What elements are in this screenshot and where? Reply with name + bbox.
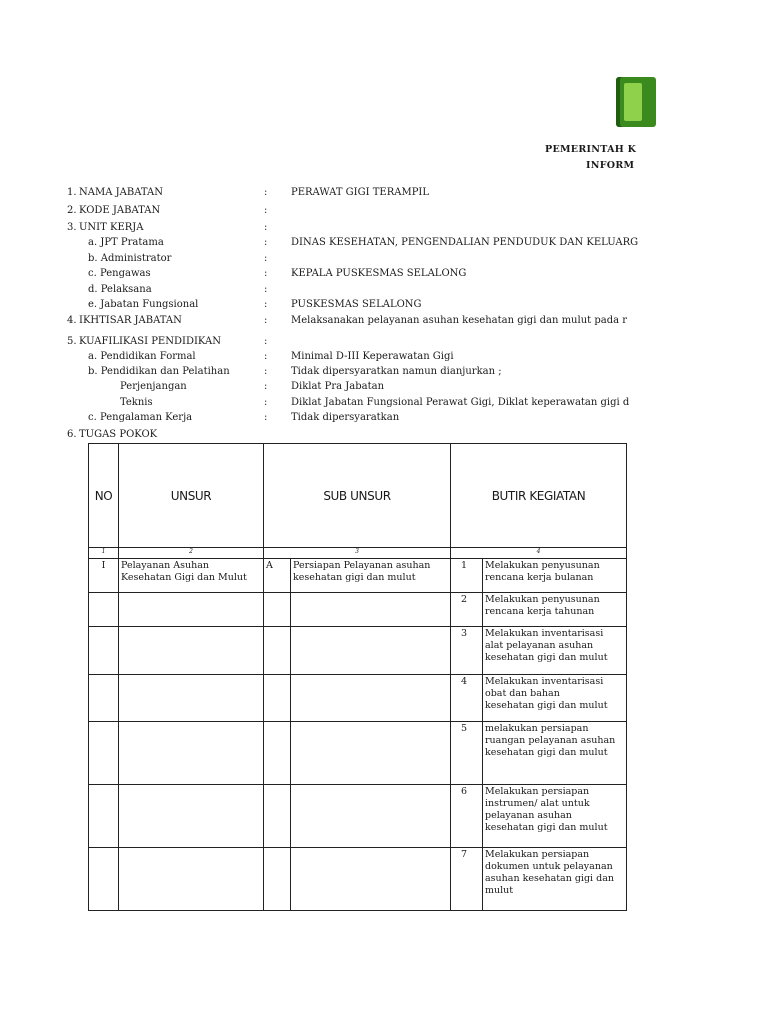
- info-value: Tidak dipersyaratkan namun dianjurkan ;: [291, 366, 502, 377]
- info-label: e. Jabatan Fungsional: [88, 299, 199, 310]
- info-label: Perjenjangan: [120, 381, 187, 392]
- cell-unsur: [119, 722, 264, 785]
- info-row: [0, 205, 768, 219]
- cell-no: [89, 722, 119, 785]
- info-colon: :: [264, 187, 268, 198]
- cell-no: [89, 593, 119, 627]
- cell-sub-unsur: [291, 722, 451, 785]
- info-colon: :: [264, 336, 268, 347]
- info-value: Melaksanakan pelayanan asuhan kesehatan gigi dan mulut pada r: [291, 315, 628, 326]
- info-value: Diklat Jabatan Fungsional Perawat Gigi, Diklat keperawatan gigi d: [291, 397, 630, 408]
- cell-sub-unsur: Persiapan Pelayanan asuhan kesehatan gigi dan mulut: [291, 559, 451, 593]
- header-no: NO: [89, 444, 119, 548]
- cell-no: [89, 675, 119, 722]
- tugas-pokok-table: [88, 443, 627, 911]
- cell-no: [89, 627, 119, 675]
- cell-butir: melakukan persiapan ruangan pelayanan asuhan kesehatan gigi dan mulut: [483, 722, 627, 785]
- cell-butir-no: 5: [451, 722, 483, 785]
- cell-unsur: [119, 627, 264, 675]
- cell-unsur: Pelayanan Asuhan Kesehatan Gigi dan Mulut: [119, 559, 264, 593]
- info-row: [0, 397, 768, 411]
- cell-unsur: [119, 593, 264, 627]
- info-label: b. Administrator: [88, 253, 172, 264]
- cell-sub-unsur: [291, 627, 451, 675]
- cell-no: I: [89, 559, 119, 593]
- table-row: [89, 675, 627, 722]
- info-num: 6.: [67, 429, 77, 440]
- cell-butir-no: 6: [451, 785, 483, 848]
- info-colon: :: [264, 253, 268, 264]
- cell-sub-code: [264, 675, 291, 722]
- info-label: c. Pengalaman Kerja: [88, 412, 193, 423]
- info-num: 5.: [67, 336, 77, 347]
- info-label: KODE JABATAN: [79, 205, 161, 216]
- cell-butir-no: 4: [451, 675, 483, 722]
- info-colon: :: [264, 412, 268, 423]
- info-colon: :: [264, 284, 268, 295]
- info-label: b. Pendidikan dan Pelatihan: [88, 366, 230, 377]
- table-header-row: [89, 444, 627, 548]
- cell-unsur: [119, 675, 264, 722]
- info-row: [0, 351, 768, 365]
- info-colon: :: [264, 381, 268, 392]
- info-label: Teknis: [120, 397, 153, 408]
- header-line-2: INFORM: [586, 160, 635, 171]
- info-row: [0, 237, 768, 251]
- info-label: KUAFILIKASI PENDIDIKAN: [79, 336, 221, 347]
- info-value: KEPALA PUSKESMAS SELALONG: [291, 268, 467, 279]
- info-row: [0, 315, 768, 329]
- header-butir-kegiatan: BUTIR KEGIATAN: [451, 444, 627, 548]
- cell-unsur: [119, 848, 264, 911]
- info-colon: :: [264, 222, 268, 233]
- info-label: NAMA JABATAN: [79, 187, 163, 198]
- col-index: 2: [119, 548, 264, 559]
- cell-sub-code: [264, 785, 291, 848]
- info-row: [0, 253, 768, 267]
- info-value: Diklat Pra Jabatan: [291, 381, 385, 392]
- header-unsur: UNSUR: [119, 444, 264, 548]
- table-row: [89, 627, 627, 675]
- cell-sub-code: [264, 593, 291, 627]
- info-label: a. Pendidikan Formal: [88, 351, 196, 362]
- info-num: 3.: [67, 222, 77, 233]
- cell-unsur: [119, 785, 264, 848]
- info-label: a. JPT Pratama: [88, 237, 164, 248]
- header-line-1: PEMERINTAH K: [545, 144, 637, 155]
- info-row: [0, 366, 768, 380]
- info-row: [0, 284, 768, 298]
- cell-sub-unsur: [291, 785, 451, 848]
- cell-butir: Melakukan inventarisasi obat dan bahan kesehatan gigi dan mulut: [483, 675, 627, 722]
- info-colon: :: [264, 299, 268, 310]
- info-label: c. Pengawas: [88, 268, 151, 279]
- info-row: [0, 268, 768, 282]
- info-colon: :: [264, 366, 268, 377]
- info-row: [0, 187, 768, 201]
- cell-no: [89, 785, 119, 848]
- table-row: [89, 848, 627, 911]
- cell-butir: Melakukan penyusunan rencana kerja tahunan: [483, 593, 627, 627]
- cell-butir-no: 3: [451, 627, 483, 675]
- info-value: PUSKESMAS SELALONG: [291, 299, 422, 310]
- info-colon: :: [264, 315, 268, 326]
- cell-butir: Melakukan inventarisasi alat pelayanan asuhan kesehatan gigi dan mulut: [483, 627, 627, 675]
- cell-sub-code: A: [264, 559, 291, 593]
- cell-sub-unsur: [291, 593, 451, 627]
- cell-butir: Melakukan penyusunan rencana kerja bulanan: [483, 559, 627, 593]
- info-colon: :: [264, 351, 268, 362]
- cell-butir-no: 7: [451, 848, 483, 911]
- info-label: TUGAS POKOK: [79, 429, 158, 440]
- cell-sub-unsur: [291, 675, 451, 722]
- info-row: [0, 336, 768, 350]
- table-row: [89, 722, 627, 785]
- col-index: 4: [451, 548, 627, 559]
- cell-butir-no: 2: [451, 593, 483, 627]
- info-num: 2.: [67, 205, 77, 216]
- info-num: 1.: [67, 187, 77, 198]
- table-row: [89, 785, 627, 848]
- col-index: 1: [89, 548, 119, 559]
- info-value: Tidak dipersyaratkan: [291, 412, 400, 423]
- info-row: [0, 381, 768, 395]
- table-row: [89, 593, 627, 627]
- table-index-row: [89, 548, 627, 559]
- info-value: DINAS KESEHATAN, PENGENDALIAN PENDUDUK DAN KELUARG: [291, 237, 639, 248]
- info-colon: :: [264, 397, 268, 408]
- cell-sub-code: [264, 627, 291, 675]
- col-index: 3: [264, 548, 451, 559]
- info-label: IKHTISAR JABATAN: [79, 315, 182, 326]
- info-value: PERAWAT GIGI TERAMPIL: [291, 187, 430, 198]
- info-label: UNIT KERJA: [79, 222, 144, 233]
- info-colon: :: [264, 205, 268, 216]
- cell-sub-unsur: [291, 848, 451, 911]
- info-colon: :: [264, 268, 268, 279]
- green-logo-icon: [616, 77, 656, 127]
- cell-no: [89, 848, 119, 911]
- info-value: Minimal D-III Keperawatan Gigi: [291, 351, 454, 362]
- info-row: [0, 222, 768, 236]
- cell-butir: Melakukan persiapan instrumen/ alat untuk pelayanan asuhan kesehatan gigi dan mulut: [483, 785, 627, 848]
- info-row: [0, 299, 768, 313]
- info-row: [0, 412, 768, 426]
- info-label: d. Pelaksana: [88, 284, 152, 295]
- header-sub-unsur: SUB UNSUR: [264, 444, 451, 548]
- cell-sub-code: [264, 722, 291, 785]
- table-row: [89, 559, 627, 593]
- cell-butir-no: 1: [451, 559, 483, 593]
- info-colon: :: [264, 237, 268, 248]
- info-num: 4.: [67, 315, 77, 326]
- cell-butir: Melakukan persiapan dokumen untuk pelayanan asuhan kesehatan gigi dan mulut: [483, 848, 627, 911]
- info-row: [0, 429, 768, 443]
- cell-sub-code: [264, 848, 291, 911]
